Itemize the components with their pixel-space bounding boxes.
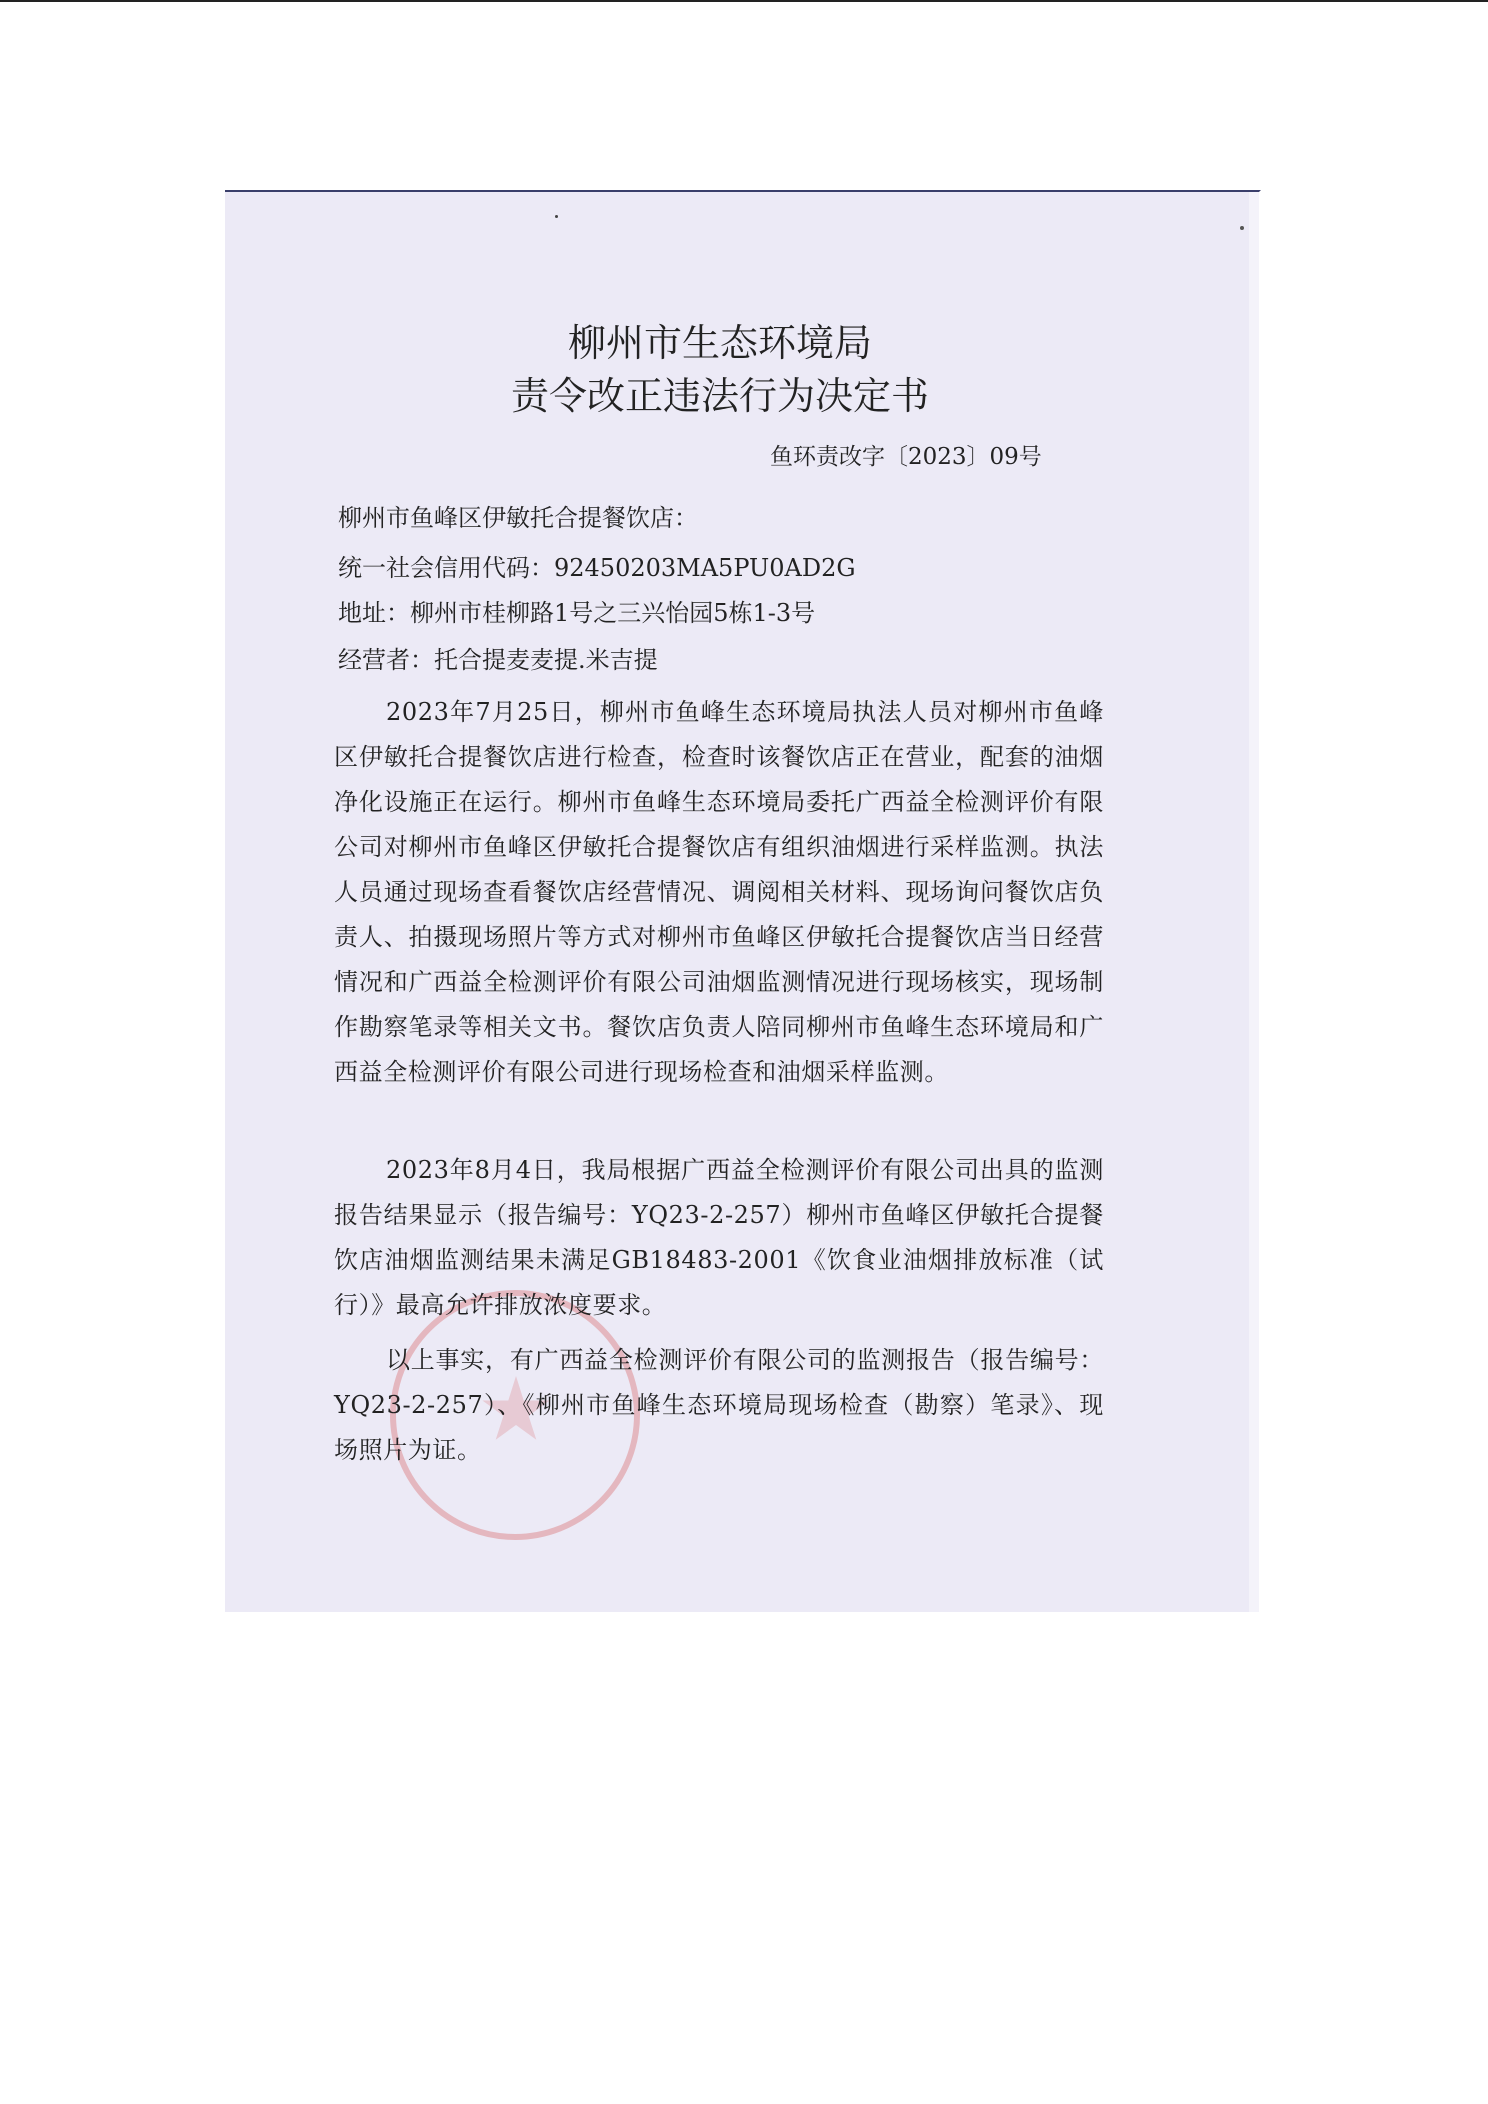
page-edge — [1249, 192, 1259, 1612]
document-title-line1: 柳州市生态环境局 — [567, 321, 872, 365]
top-border — [0, 0, 1488, 2]
operator: 经营者：托合提麦麦提.米吉提 — [338, 646, 658, 674]
address: 地址：柳州市桂柳路1号之三兴怡园5栋1-3号 — [338, 599, 816, 627]
document-number: 鱼环责改字〔2023〕09号 — [770, 444, 1042, 470]
document-title-line2: 责令改正违法行为决定书 — [510, 374, 929, 418]
body-paragraph: 2023年8月4日，我局根据广西益全检测评价有限公司出具的监测报告结果显示（报告编号：YQ23-2-257）柳州市鱼峰区伊敏托合提餐饮店油烟监测结果未满足GB18483-2001《饮食业油烟排放标准（试行）》最高允许排放浓度要求。 — [334, 1156, 1104, 1319]
recipient: 柳州市鱼峰区伊敏托合提餐饮店： — [338, 504, 698, 532]
scan-speck — [1240, 226, 1244, 230]
scan-speck — [555, 215, 558, 218]
body-paragraph: 2023年7月25日，柳州市鱼峰生态环境局执法人员对柳州市鱼峰区伊敏托合提餐饮店进行检查，检查时该餐饮店正在营业，配套的油烟净化设施正在运行。柳州市鱼峰生态环境局委托广西益全检测评价有限公司对柳州市鱼峰区伊敏托合提餐饮店有组织油烟进行采样监测。执法人员通过现场查看餐饮店经营情况、调阅相关材料、现场询问餐饮店负责人、拍摄现场照片等方式对柳州市鱼峰区伊敏托合提餐饮店当日经营情况和广西益全检测评价有限公司油烟监测情况进行现场核实，现场制作勘察笔录等相关文书。餐饮店负责人陪同柳州市鱼峰生态环境局和广西益全检测评价有限公司进行现场检查和油烟采样监测。 — [334, 698, 1104, 1086]
body-paragraph: 以上事实，有广西益全检测评价有限公司的监测报告（报告编号：YQ23-2-257）、《柳州市鱼峰生态环境局现场检查（勘察）笔录》、现场照片为证。 — [334, 1346, 1104, 1464]
credit-code: 统一社会信用代码：92450203MA5PU0AD2G — [338, 554, 856, 582]
